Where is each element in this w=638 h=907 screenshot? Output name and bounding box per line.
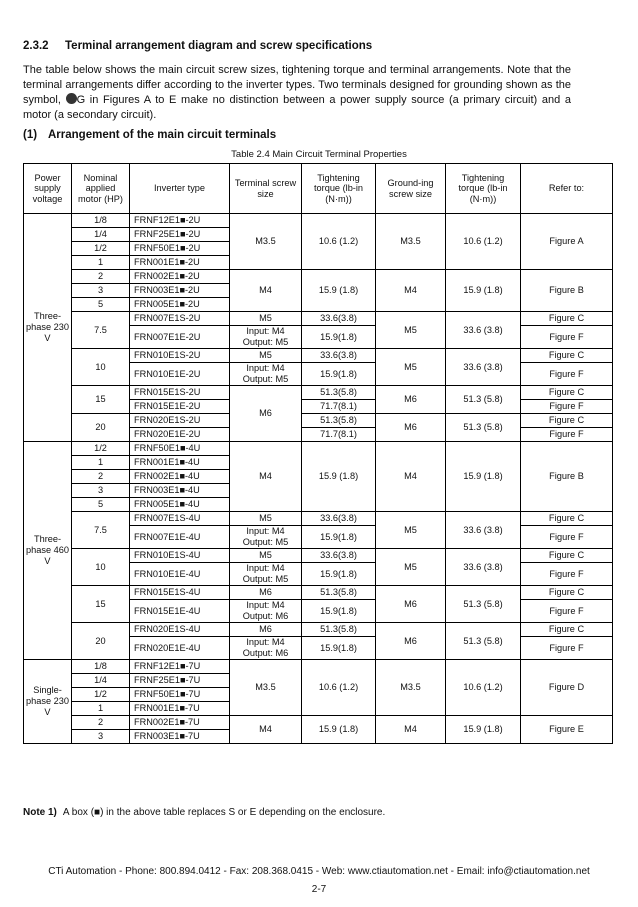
- table-row: [24, 660, 613, 674]
- cell-torque: 15.9(1.8): [302, 637, 376, 660]
- cell-inverter-type: FRN015E1E-4U: [130, 600, 230, 623]
- cell-ground-screw: M5: [376, 349, 446, 386]
- cell-torque: 15.9(1.8): [302, 563, 376, 586]
- cell-ground-torque: 15.9 (1.8): [446, 270, 521, 312]
- cell-torque: 33.6(3.8): [302, 549, 376, 563]
- cell-ground-torque: 51.3 (5.8): [446, 386, 521, 414]
- cell-ground-torque: 33.6 (3.8): [446, 549, 521, 586]
- cell-figure: Figure C: [521, 549, 613, 563]
- cell-ground-torque: 51.3 (5.8): [446, 586, 521, 623]
- ground-symbol-icon: [66, 93, 77, 104]
- cell-figure: Figure E: [521, 716, 613, 744]
- cell-ground-screw: M3.5: [376, 214, 446, 270]
- cell-terminal-screw: M5: [230, 512, 302, 526]
- cell-inverter-type: FRN020E1S-2U: [130, 414, 230, 428]
- cell-hp: 3: [72, 284, 130, 298]
- table-row: [24, 414, 613, 428]
- table-row: [24, 512, 613, 526]
- header-cell: Refer to:: [521, 164, 613, 214]
- cell-terminal-screw: M6: [230, 386, 302, 442]
- cell-ground-screw: M5: [376, 549, 446, 586]
- cell-ground-screw: M4: [376, 442, 446, 512]
- cell-terminal-screw: Input: M4 Output: M5: [230, 526, 302, 549]
- cell-ground-torque: 15.9 (1.8): [446, 716, 521, 744]
- cell-figure: Figure B: [521, 442, 613, 512]
- cell-ground-screw: M5: [376, 512, 446, 549]
- header-cell: Terminal screw size: [230, 164, 302, 214]
- table-row: [24, 586, 613, 600]
- cell-torque: 15.9(1.8): [302, 326, 376, 349]
- cell-voltage: Three-phase 230 V: [24, 214, 72, 442]
- intro-text-1: The table below shows the main circuit screw sizes, tightening torque and terminal arrangements. Note that the terminal arrangements differ according to the inverter types. Two terminals designed for grounding shown as the symbol,: [23, 64, 571, 106]
- subsection-title: Arrangement of the main circuit terminals: [48, 129, 277, 141]
- cell-torque: 15.9 (1.8): [302, 716, 376, 744]
- cell-inverter-type: FRN005E1■-4U: [130, 498, 230, 512]
- cell-ground-torque: 15.9 (1.8): [446, 442, 521, 512]
- cell-hp: 1: [72, 256, 130, 270]
- cell-hp: 2: [72, 716, 130, 730]
- cell-terminal-screw: M3.5: [230, 660, 302, 716]
- cell-hp: 15: [72, 386, 130, 414]
- cell-terminal-screw: Input: M4 Output: M5: [230, 363, 302, 386]
- cell-voltage: Three-phase 460 V: [24, 442, 72, 660]
- cell-hp: 1/4: [72, 674, 130, 688]
- cell-figure: Figure F: [521, 363, 613, 386]
- cell-inverter-type: FRNF25E1■-2U: [130, 228, 230, 242]
- section-title: Terminal arrangement diagram and screw specifications: [65, 40, 373, 52]
- cell-inverter-type: FRN020E1S-4U: [130, 623, 230, 637]
- cell-figure: Figure F: [521, 563, 613, 586]
- table-row: [24, 549, 613, 563]
- cell-terminal-screw: M5: [230, 349, 302, 363]
- cell-inverter-type: FRN010E1S-4U: [130, 549, 230, 563]
- table-header-row: [24, 164, 613, 214]
- cell-ground-torque: 33.6 (3.8): [446, 349, 521, 386]
- table-row: [24, 386, 613, 400]
- cell-torque: 33.6(3.8): [302, 349, 376, 363]
- cell-figure: Figure C: [521, 623, 613, 637]
- cell-figure: Figure C: [521, 586, 613, 600]
- cell-torque: 15.9 (1.8): [302, 442, 376, 512]
- cell-terminal-screw: M4: [230, 270, 302, 312]
- cell-figure: Figure C: [521, 512, 613, 526]
- cell-ground-screw: M4: [376, 716, 446, 744]
- cell-figure: Figure D: [521, 660, 613, 716]
- cell-hp: 5: [72, 298, 130, 312]
- cell-inverter-type: FRN002E1■-2U: [130, 270, 230, 284]
- table-row: [24, 349, 613, 363]
- cell-figure: Figure F: [521, 428, 613, 442]
- cell-inverter-type: FRN010E1E-4U: [130, 563, 230, 586]
- header-cell: Ground-ing screw size: [376, 164, 446, 214]
- note-text: A box (■) in the above table replaces S or E depending on the enclosure.: [62, 807, 386, 818]
- section-heading: [23, 40, 372, 52]
- cell-inverter-type: FRN007E1S-4U: [130, 512, 230, 526]
- cell-ground-torque: 33.6 (3.8): [446, 512, 521, 549]
- cell-inverter-type: FRNF12E1■-7U: [130, 660, 230, 674]
- cell-hp: 1: [72, 456, 130, 470]
- cell-terminal-screw: Input: M4 Output: M5: [230, 563, 302, 586]
- cell-ground-torque: 51.3 (5.8): [446, 623, 521, 660]
- header-cell: Nominal applied motor (HP): [72, 164, 130, 214]
- cell-hp: 3: [72, 730, 130, 744]
- cell-figure: Figure F: [521, 600, 613, 623]
- cell-hp: 1/2: [72, 242, 130, 256]
- cell-ground-torque: 10.6 (1.2): [446, 214, 521, 270]
- cell-torque: 51.3(5.8): [302, 586, 376, 600]
- cell-ground-screw: M6: [376, 623, 446, 660]
- cell-inverter-type: FRN002E1■-4U: [130, 470, 230, 484]
- note-label: Note 1): [23, 807, 57, 818]
- cell-terminal-screw: M5: [230, 312, 302, 326]
- cell-figure: Figure F: [521, 400, 613, 414]
- cell-inverter-type: FRN001E1■-7U: [130, 702, 230, 716]
- cell-torque: 15.9(1.8): [302, 600, 376, 623]
- page-number: 2-7: [311, 884, 327, 895]
- cell-ground-screw: M6: [376, 586, 446, 623]
- cell-terminal-screw: Input: M4 Output: M5: [230, 326, 302, 349]
- cell-hp: 1/2: [72, 688, 130, 702]
- cell-hp: 2: [72, 270, 130, 284]
- header-cell: Power supply voltage: [24, 164, 72, 214]
- cell-hp: 10: [72, 349, 130, 386]
- cell-torque: 33.6(3.8): [302, 312, 376, 326]
- cell-inverter-type: FRN005E1■-2U: [130, 298, 230, 312]
- cell-figure: Figure C: [521, 414, 613, 428]
- terminal-properties-table: [23, 163, 613, 744]
- cell-inverter-type: FRN015E1E-2U: [130, 400, 230, 414]
- cell-ground-screw: M6: [376, 386, 446, 414]
- table-row: [24, 214, 613, 228]
- intro-text-2: G in Figures A to E make no distinction between a power supply source (a primary circuit) and a motor (a secondary circuit).: [23, 94, 571, 121]
- cell-ground-torque: 10.6 (1.2): [446, 660, 521, 716]
- cell-inverter-type: FRN001E1■-2U: [130, 256, 230, 270]
- cell-figure: Figure C: [521, 312, 613, 326]
- cell-torque: 51.3(5.8): [302, 623, 376, 637]
- cell-torque: 51.3(5.8): [302, 386, 376, 400]
- intro-paragraph: [23, 63, 571, 123]
- header-cell: Tightening torque (lb-in (N·m)): [446, 164, 521, 214]
- cell-terminal-screw: Input: M4 Output: M6: [230, 637, 302, 660]
- table-row: [24, 623, 613, 637]
- cell-ground-torque: 51.3 (5.8): [446, 414, 521, 442]
- cell-terminal-screw: M6: [230, 586, 302, 600]
- table-caption: Table 2.4 Main Circuit Terminal Properties: [231, 149, 407, 160]
- cell-hp: 1/4: [72, 228, 130, 242]
- cell-inverter-type: FRN002E1■-7U: [130, 716, 230, 730]
- cell-inverter-type: FRNF25E1■-7U: [130, 674, 230, 688]
- cell-inverter-type: FRNF12E1■-2U: [130, 214, 230, 228]
- cell-terminal-screw: M5: [230, 549, 302, 563]
- subsection-number: (1): [23, 129, 38, 141]
- cell-torque: 33.6(3.8): [302, 512, 376, 526]
- cell-inverter-type: FRNF50E1■-2U: [130, 242, 230, 256]
- cell-terminal-screw: M3.5: [230, 214, 302, 270]
- cell-hp: 1/8: [72, 660, 130, 674]
- cell-torque: 15.9(1.8): [302, 363, 376, 386]
- cell-inverter-type: FRN015E1S-4U: [130, 586, 230, 600]
- cell-figure: Figure F: [521, 326, 613, 349]
- cell-inverter-type: FRN003E1■-4U: [130, 484, 230, 498]
- cell-torque: 10.6 (1.2): [302, 214, 376, 270]
- table-row: [24, 270, 613, 284]
- cell-hp: 2: [72, 470, 130, 484]
- cell-torque: 51.3(5.8): [302, 414, 376, 428]
- cell-hp: 15: [72, 586, 130, 623]
- cell-ground-torque: 33.6 (3.8): [446, 312, 521, 349]
- table-row: [24, 312, 613, 326]
- cell-hp: 20: [72, 414, 130, 442]
- section-number: 2.3.2: [23, 40, 49, 52]
- cell-inverter-type: FRN007E1S-2U: [130, 312, 230, 326]
- table-row: [24, 442, 613, 456]
- cell-hp: 7.5: [72, 512, 130, 549]
- cell-inverter-type: FRN001E1■-4U: [130, 456, 230, 470]
- cell-hp: 10: [72, 549, 130, 586]
- cell-inverter-type: FRN015E1S-2U: [130, 386, 230, 400]
- cell-figure: Figure B: [521, 270, 613, 312]
- header-cell: Tightening torque (lb-in (N·m)): [302, 164, 376, 214]
- cell-figure: Figure C: [521, 386, 613, 400]
- cell-inverter-type: FRN020E1E-2U: [130, 428, 230, 442]
- cell-inverter-type: FRNF50E1■-7U: [130, 688, 230, 702]
- cell-inverter-type: FRN007E1E-2U: [130, 326, 230, 349]
- cell-figure: Figure A: [521, 214, 613, 270]
- cell-inverter-type: FRN020E1E-4U: [130, 637, 230, 660]
- cell-figure: Figure F: [521, 637, 613, 660]
- cell-inverter-type: FRN003E1■-2U: [130, 284, 230, 298]
- cell-torque: 15.9(1.8): [302, 526, 376, 549]
- cell-ground-screw: M5: [376, 312, 446, 349]
- subsection-heading: [23, 129, 276, 141]
- cell-hp: 1/2: [72, 442, 130, 456]
- cell-torque: 71.7(8.1): [302, 400, 376, 414]
- cell-figure: Figure C: [521, 349, 613, 363]
- cell-hp: 20: [72, 623, 130, 660]
- cell-torque: 10.6 (1.2): [302, 660, 376, 716]
- cell-hp: 1/8: [72, 214, 130, 228]
- cell-inverter-type: FRN010E1S-2U: [130, 349, 230, 363]
- cell-torque: 15.9 (1.8): [302, 270, 376, 312]
- cell-terminal-screw: M4: [230, 716, 302, 744]
- cell-hp: 3: [72, 484, 130, 498]
- cell-figure: Figure F: [521, 526, 613, 549]
- cell-terminal-screw: M6: [230, 623, 302, 637]
- cell-ground-screw: M6: [376, 414, 446, 442]
- cell-ground-screw: M3.5: [376, 660, 446, 716]
- cell-inverter-type: FRNF50E1■-4U: [130, 442, 230, 456]
- table-note: [23, 807, 385, 818]
- cell-inverter-type: FRN003E1■-7U: [130, 730, 230, 744]
- cell-hp: 5: [72, 498, 130, 512]
- cell-inverter-type: FRN010E1E-2U: [130, 363, 230, 386]
- cell-ground-screw: M4: [376, 270, 446, 312]
- cell-hp: 1: [72, 702, 130, 716]
- header-cell: Inverter type: [130, 164, 230, 214]
- cell-hp: 7.5: [72, 312, 130, 349]
- cell-voltage: Single-phase 230 V: [24, 660, 72, 744]
- cell-terminal-screw: M4: [230, 442, 302, 512]
- cell-inverter-type: FRN007E1E-4U: [130, 526, 230, 549]
- cell-torque: 71.7(8.1): [302, 428, 376, 442]
- page-footer: CTi Automation - Phone: 800.894.0412 - Fax: 208.368.0415 - Web: www.ctiautomation.net - Email: info@ctiautomation.net: [48, 866, 590, 877]
- table-row: [24, 716, 613, 730]
- cell-terminal-screw: Input: M4 Output: M6: [230, 600, 302, 623]
